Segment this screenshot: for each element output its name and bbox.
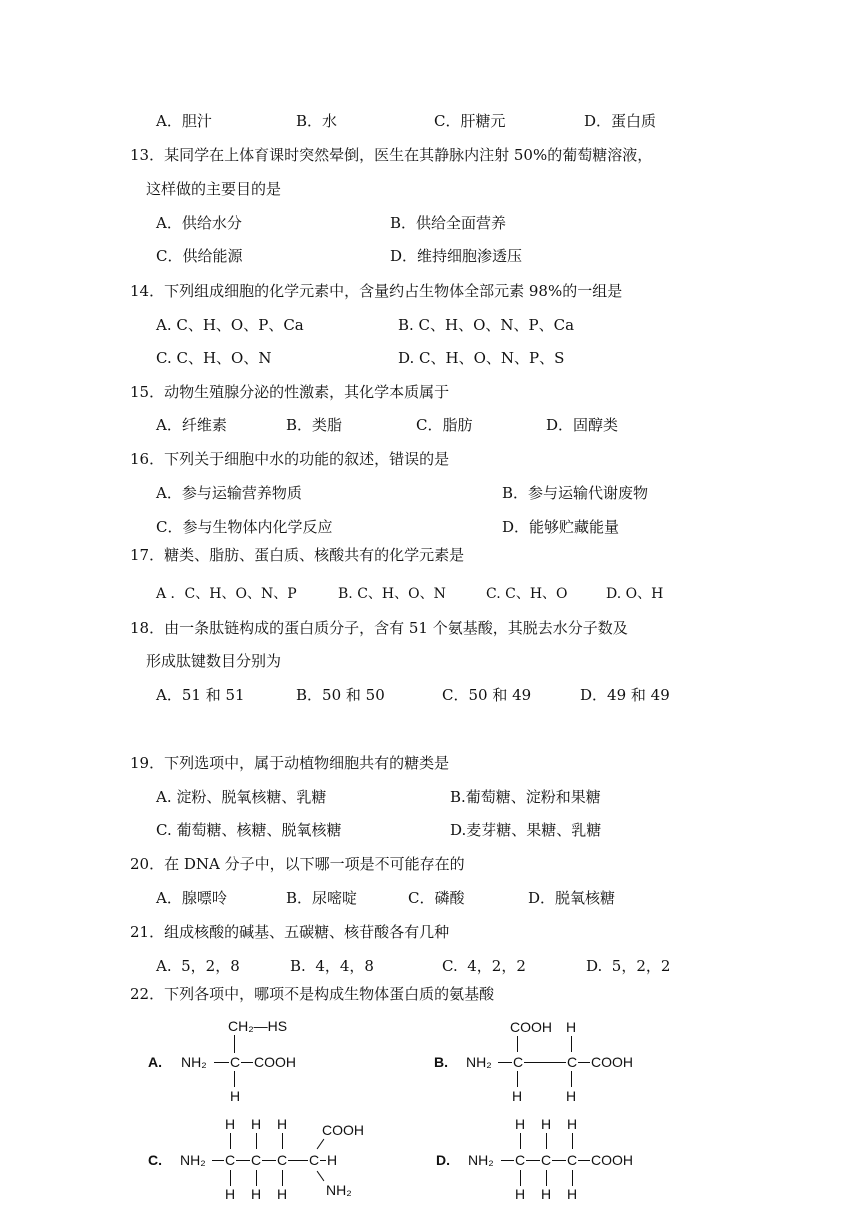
bond xyxy=(546,1133,547,1149)
q12-option-a: A．胆汁 xyxy=(156,112,212,130)
bond xyxy=(520,1133,521,1149)
structure-c xyxy=(140,1112,390,1208)
beta-carbon: C xyxy=(567,1054,578,1070)
q16-option-a: A．参与运输营养物质 xyxy=(156,484,302,502)
carbon: C xyxy=(251,1152,262,1168)
bond xyxy=(236,1160,250,1161)
q20-option-a: A．腺嘌呤 xyxy=(156,889,227,907)
bond xyxy=(517,1036,518,1052)
carboxyl-group: COOH xyxy=(510,1019,552,1035)
q13-stem-line1: 13．某同学在上体育课时突然晕倒，医生在其静脉内注射 50%的葡萄糖溶液， xyxy=(130,146,653,164)
q19-stem: 19．下列选项中，属于动植物细胞共有的糖类是 xyxy=(130,754,450,772)
bond xyxy=(256,1170,257,1186)
amino-group: NH₂ xyxy=(466,1054,492,1070)
q15-option-a: A．纤维素 xyxy=(156,416,227,434)
bond xyxy=(234,1035,235,1053)
bond xyxy=(317,1171,325,1181)
q19-option-b: B.葡萄糖、淀粉和果糖 xyxy=(450,788,601,806)
q19-option-c: C. 葡萄糖、核糖、脱氧核糖 xyxy=(156,821,342,839)
hydrogen: H xyxy=(277,1186,288,1202)
q21-stem: 21．组成核酸的碱基、五碳糖、核苷酸各有几种 xyxy=(130,923,450,941)
bond xyxy=(288,1160,308,1161)
hydrogen: H xyxy=(512,1088,523,1104)
q16-option-c: C．参与生物体内化学反应 xyxy=(156,518,333,536)
hydrogen: H xyxy=(515,1186,526,1202)
q22-stem: 22．下列各项中，哪项不是构成生物体蛋白质的氨基酸 xyxy=(130,985,495,1003)
q12-option-b: B．水 xyxy=(296,112,338,130)
hydrogen: H xyxy=(566,1019,577,1035)
alpha-carbon: C xyxy=(230,1054,241,1070)
q15-option-c: C．脂肪 xyxy=(416,416,473,434)
q14-option-b: B. C、H、O、N、P、Ca xyxy=(398,316,575,334)
carboxyl-group: COOH xyxy=(591,1152,633,1168)
q20-option-c: C．磷酸 xyxy=(408,889,465,907)
bond xyxy=(262,1160,276,1161)
bond xyxy=(317,1139,325,1149)
structure-d-label: D. xyxy=(436,1152,450,1168)
bond xyxy=(526,1160,540,1161)
bond xyxy=(241,1062,253,1063)
hydrogen: H xyxy=(515,1116,526,1132)
bond xyxy=(320,1160,326,1161)
hydrogen: H xyxy=(327,1152,338,1168)
structure-b xyxy=(428,1016,658,1106)
q20-option-d: D．脱氧核糖 xyxy=(528,889,616,907)
bond xyxy=(524,1062,566,1063)
hydrogen: H xyxy=(567,1116,578,1132)
q21-option-d: D. 5，2，2 xyxy=(586,957,671,975)
bond xyxy=(520,1170,521,1186)
q19-option-d: D.麦芽糖、果糖、乳糖 xyxy=(450,821,602,839)
q13-option-a: A．供给水分 xyxy=(156,214,242,232)
bond xyxy=(571,1071,572,1087)
amino-group: NH₂ xyxy=(181,1054,207,1070)
hydrogen: H xyxy=(251,1186,262,1202)
q18-stem-line2: 形成肽键数目分别为 xyxy=(146,652,282,670)
q17-option-b: B. C、H、O、N xyxy=(338,586,446,602)
bond xyxy=(552,1160,566,1161)
alpha-carbon: C xyxy=(513,1054,524,1070)
q18-option-c: C．50 和 49 xyxy=(442,686,532,704)
bond xyxy=(572,1170,573,1186)
bond xyxy=(578,1062,590,1063)
q17-option-c: C. C、H、O xyxy=(486,586,568,602)
hydrogen: H xyxy=(541,1186,552,1202)
q16-stem: 16．下列关于细胞中水的功能的叙述，错误的是 xyxy=(130,450,450,468)
q14-option-a: A. C、H、O、P、Ca xyxy=(156,316,304,334)
bond xyxy=(282,1133,283,1149)
q12-option-d: D．蛋白质 xyxy=(584,112,657,130)
q20-option-b: B．尿嘧啶 xyxy=(286,889,358,907)
amino-group: NH₂ xyxy=(180,1152,206,1168)
q18-option-b: B．50 和 50 xyxy=(296,686,385,704)
hydrogen: H xyxy=(541,1116,552,1132)
q18-option-d: D．49 和 49 xyxy=(580,686,670,704)
structure-d xyxy=(428,1112,658,1208)
bond xyxy=(572,1133,573,1149)
q13-option-d: D．维持细胞渗透压 xyxy=(390,247,523,265)
carboxyl-group: COOH xyxy=(322,1122,364,1138)
q18-stem-line1: 18．由一条肽链构成的蛋白质分子，含有 51 个氨基酸，其脱去水分子数及 xyxy=(130,619,628,637)
carbon: C xyxy=(277,1152,288,1168)
q13-option-b: B．供给全面营养 xyxy=(390,214,507,232)
q21-option-c: C. 4，2，2 xyxy=(442,957,526,975)
q21-option-a: A. 5，2，8 xyxy=(156,957,240,975)
alpha-carbon: C xyxy=(309,1152,320,1168)
bond xyxy=(571,1036,572,1052)
bond xyxy=(230,1170,231,1186)
q17-option-d: D. O、H xyxy=(606,586,664,602)
q15-option-b: B．类脂 xyxy=(286,416,343,434)
hydrogen: H xyxy=(225,1116,236,1132)
bond xyxy=(214,1062,229,1063)
q14-stem: 14．下列组成细胞的化学元素中，含量约占生物体全部元素 98%的一组是 xyxy=(130,282,623,300)
q16-option-d: D．能够贮藏能量 xyxy=(502,518,620,536)
bond xyxy=(212,1160,224,1161)
amino-group: NH₂ xyxy=(326,1182,352,1198)
carbon: C xyxy=(567,1152,578,1168)
hydrogen: H xyxy=(251,1116,262,1132)
hydrogen: H xyxy=(225,1186,236,1202)
bond xyxy=(282,1170,283,1186)
hydrogen: H xyxy=(230,1088,241,1104)
bond xyxy=(578,1160,590,1161)
hydrogen: H xyxy=(277,1116,288,1132)
q14-option-d: D. C、H、O、N、P、S xyxy=(398,349,565,367)
carbon: C xyxy=(541,1152,552,1168)
q12-option-c: C．肝糖元 xyxy=(434,112,506,130)
bond xyxy=(256,1133,257,1149)
q19-option-a: A. 淀粉、脱氧核糖、乳糖 xyxy=(156,788,327,806)
carbon: C xyxy=(515,1152,526,1168)
amino-group: NH₂ xyxy=(468,1152,494,1168)
q20-stem: 20．在 DNA 分子中，以下哪一项是不可能存在的 xyxy=(130,855,465,873)
structure-a-label: A. xyxy=(148,1054,162,1070)
bond xyxy=(517,1071,518,1087)
carboxyl-group: COOH xyxy=(591,1054,633,1070)
q15-stem: 15．动物生殖腺分泌的性激素，其化学本质属于 xyxy=(130,383,450,401)
q15-option-d: D．固醇类 xyxy=(546,416,619,434)
structure-b-label: B. xyxy=(434,1054,448,1070)
hydrogen: H xyxy=(567,1186,578,1202)
bond xyxy=(230,1133,231,1149)
structure-c-label: C. xyxy=(148,1152,162,1168)
hydrogen: H xyxy=(566,1088,577,1104)
q17-stem: 17．糖类、脂肪、蛋白质、核酸共有的化学元素是 xyxy=(130,546,465,564)
q18-option-a: A．51 和 51 xyxy=(156,686,245,704)
structure-a xyxy=(140,1016,340,1106)
bond xyxy=(498,1062,512,1063)
q17-option-a: A ．C、H、O、N、P xyxy=(156,586,297,602)
carbon: C xyxy=(225,1152,236,1168)
carboxyl-group: COOH xyxy=(254,1054,296,1070)
bond xyxy=(546,1170,547,1186)
bond xyxy=(234,1071,235,1087)
q13-option-c: C．供给能源 xyxy=(156,247,243,265)
q21-option-b: B. 4，4，8 xyxy=(290,957,374,975)
structure-a-side-chain: CH₂—HS xyxy=(228,1018,288,1034)
q16-option-b: B．参与运输代谢废物 xyxy=(502,484,649,502)
q14-option-c: C. C、H、O、N xyxy=(156,349,272,367)
bond xyxy=(501,1160,514,1161)
q13-stem-line2: 这样做的主要目的是 xyxy=(146,180,282,198)
